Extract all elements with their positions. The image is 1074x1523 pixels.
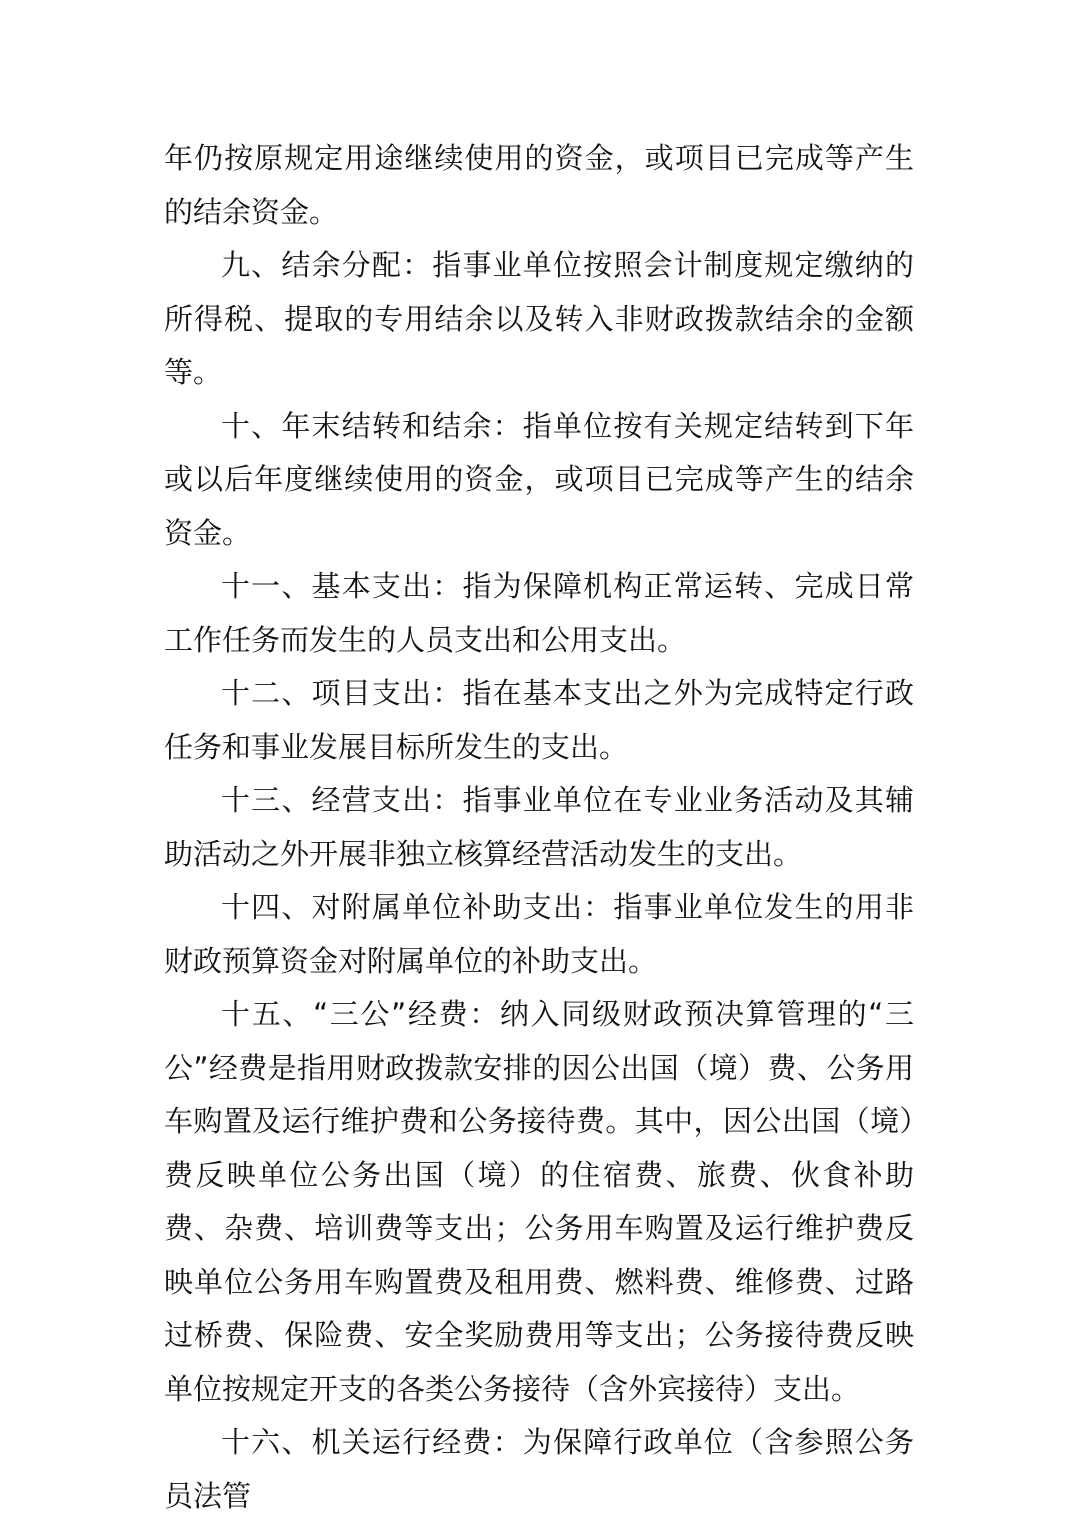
paragraph-item-11: 十一、基本支出：指为保障机构正常运转、完成日常工作任务而发生的人员支出和公用支出。: [164, 569, 914, 657]
paragraph-item-9: 九、结余分配：指事业单位按照会计制度规定缴纳的所得税、提取的专用结余以及转入非财政拨款结余的金额等。: [164, 248, 914, 389]
document-body: [164, 132, 914, 1523]
paragraph-item-16: 十六、机关运行经费：为保障行政单位（含参照公务员法管: [164, 1425, 914, 1513]
paragraph-item-13: 十三、经营支出：指事业单位在专业业务活动及其辅助活动之外开展非独立核算经营活动发生的支出。: [164, 783, 914, 871]
paragraph-item-15: 十五、“三公”经费：纳入同级财政预决算管理的“三公”经费是指用财政拨款安排的因公出国（境）费、公务用车购置及运行维护费和公务接待费。其中，因公出国（境）费反映单位公务出国（境）的住宿费、旅费、伙食补助费、杂费、培训费等支出；公务用车购置及运行维护费反映单位公务用车购置费及租用费、燃料费、维修费、过路过桥费、保险费、安全奖励费用等支出；公务接待费反映单位按规定开支的各类公务接待（含外宾接待）支出。: [164, 997, 914, 1406]
paragraph-item-10: 十、年末结转和结余：指单位按有关规定结转到下年或以后年度继续使用的资金，或项目已完成等产生的结余资金。: [164, 408, 914, 550]
paragraph-item-14: 十四、对附属单位补助支出：指事业单位发生的用非财政预算资金对附属单位的补助支出。: [164, 890, 914, 978]
paragraph-item-12: 十二、项目支出：指在基本支出之外为完成特定行政任务和事业发展目标所发生的支出。: [164, 676, 914, 764]
paragraph-continuation: 年仍按原规定用途继续使用的资金，或项目已完成等产生的结余资金。: [164, 141, 914, 229]
